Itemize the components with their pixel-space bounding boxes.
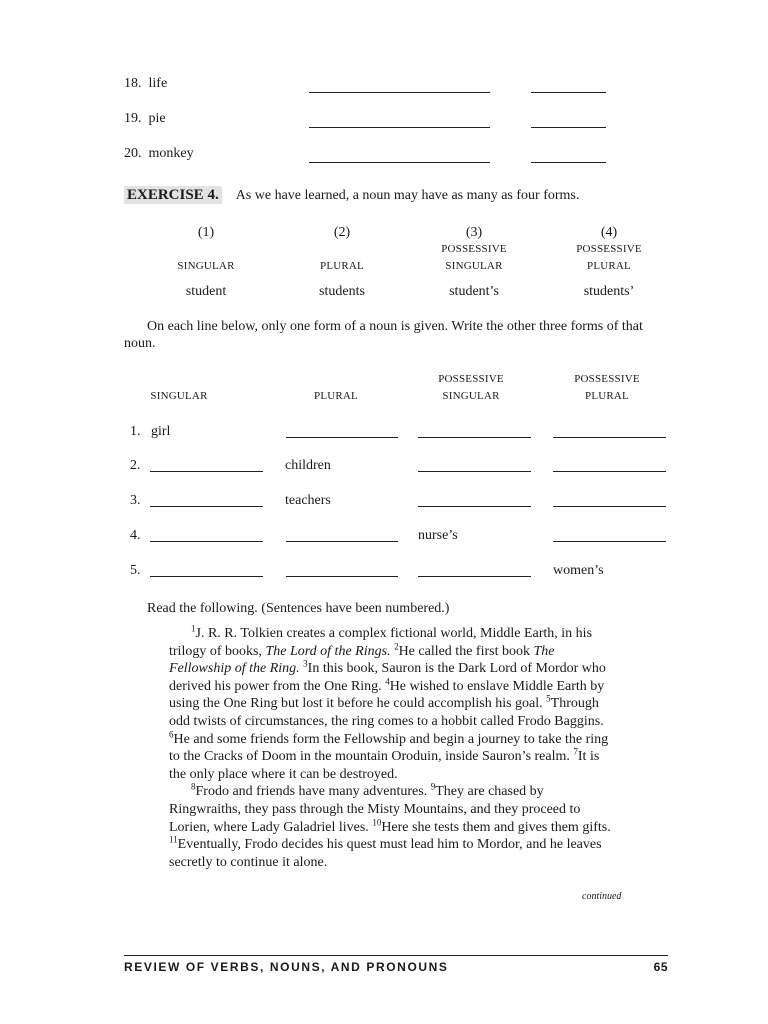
item-18 <box>124 75 167 92</box>
sentence-number: 10 <box>372 816 382 827</box>
answer-blank[interactable] <box>150 541 263 542</box>
answer-blank[interactable] <box>531 127 606 128</box>
col-header: PLURAL <box>585 390 629 402</box>
paragraph-2 <box>169 783 619 871</box>
given-form: women’s <box>553 563 604 578</box>
paragraph-1 <box>169 625 619 783</box>
page-number: 65 <box>653 960 668 974</box>
answer-blank[interactable] <box>309 92 490 93</box>
row-number: 3. <box>130 493 141 508</box>
col-header: SINGULAR <box>177 260 235 272</box>
item-20 <box>124 145 194 162</box>
answer-blank[interactable] <box>150 576 263 577</box>
col-header-top: POSSESSIVE <box>574 373 640 385</box>
sentence: Frodo and friends have many adventures. <box>195 784 428 800</box>
col-header: SINGULAR <box>150 390 208 402</box>
col-header: SINGULAR <box>442 390 500 402</box>
given-form: teachers <box>285 493 331 508</box>
sentence-number: 8 <box>191 781 196 792</box>
example-value: students <box>319 284 365 299</box>
sentence-number: 2 <box>394 640 399 651</box>
col-header: PLURAL <box>320 260 364 272</box>
sentence: He called the first book <box>398 643 534 659</box>
example-value: student’s <box>449 284 499 299</box>
given-form: nurse’s <box>418 528 458 543</box>
item-word: pie <box>148 111 166 126</box>
footer-title: REVIEW OF VERBS, NOUNS, AND PRONOUNS <box>124 960 449 974</box>
sentence-number: 4 <box>385 676 390 687</box>
sentence-number: 6 <box>169 728 174 739</box>
answer-blank[interactable] <box>309 127 490 128</box>
row-number: 1. <box>130 424 141 439</box>
row-number: 4. <box>130 528 141 543</box>
row-number: 2. <box>130 458 141 473</box>
col-number: (3) <box>465 225 483 240</box>
sentence-number: 3 <box>303 658 308 669</box>
sentence: In this book, Sauron is the Dark Lord of Mordor who derived his power from the One Ring. <box>169 661 606 694</box>
answer-blank[interactable] <box>150 471 263 472</box>
exercise-heading <box>124 186 579 204</box>
sentence-number: 1 <box>191 623 196 634</box>
answer-blank[interactable] <box>418 437 531 438</box>
reading-intro: Read the following. (Sentences have been numbered.) <box>147 601 450 616</box>
col-header: PLURAL <box>587 260 631 272</box>
col-header-top: POSSESSIVE <box>441 243 507 255</box>
answer-blank[interactable] <box>309 162 490 163</box>
book-title: The Lord of the Rings. <box>265 643 391 659</box>
answer-blank[interactable] <box>286 541 398 542</box>
answer-blank[interactable] <box>150 506 263 507</box>
reading-passage <box>169 625 619 871</box>
answer-blank[interactable] <box>418 506 531 507</box>
sentence: It is the only place where it can be destroyed. <box>169 749 600 782</box>
sentence: Here she tests them and gives them gifts. <box>381 819 611 835</box>
sentence-number: 11 <box>169 834 178 845</box>
answer-blank[interactable] <box>553 541 666 542</box>
sentence: Through odd twists of circumstances, the ring comes to a hobbit called Frodo Baggins. <box>169 696 604 729</box>
sentence-number: 7 <box>573 746 578 757</box>
example-value: student <box>185 284 227 299</box>
item-number: 20. <box>124 146 142 161</box>
continued-note: continued <box>582 891 622 902</box>
answer-blank[interactable] <box>418 471 531 472</box>
item-word: monkey <box>148 146 194 161</box>
item-19 <box>124 110 166 127</box>
sentence: He and some friends form the Fellowship and begin a journey to take the ring to the Cracks of Doom in the mountain Oroduin, inside Sauron’s realm. <box>169 731 609 765</box>
book-title: The Fellowship of the Ring. <box>169 643 555 677</box>
item-number: 18. <box>124 76 142 91</box>
answer-blank[interactable] <box>553 506 666 507</box>
given-form: girl <box>151 424 171 439</box>
col-number: (1) <box>197 225 215 240</box>
answer-blank[interactable] <box>531 92 606 93</box>
sentence: He wished to enslave Middle Earth by using the One Ring but lost it before he could accomplish his goal. <box>169 678 605 712</box>
col-header: PLURAL <box>314 390 358 402</box>
sentence: They are chased by Ringwraiths, they pass through the Misty Mountains, and they proceed to Lorien, where Lady Galadriel lives. <box>169 784 581 835</box>
exercise-intro: As we have learned, a noun may have as many as four forms. <box>235 188 580 203</box>
answer-blank[interactable] <box>553 471 666 472</box>
sentence: J. R. R. Tolkien creates a complex fictional world, Middle Earth, in his trilogy of books, <box>169 626 593 659</box>
answer-blank[interactable] <box>418 576 531 577</box>
sentence-number: 5 <box>546 693 551 704</box>
footer-rule <box>124 955 668 956</box>
col-header: SINGULAR <box>445 260 503 272</box>
sentence: Eventually, Frodo decides his quest must lead him to Mordor, and he leaves secretly to continue it alone. <box>169 837 602 870</box>
sentence-number: 9 <box>430 781 436 792</box>
col-number: (2) <box>333 225 351 240</box>
col-header-top: POSSESSIVE <box>576 243 642 255</box>
row-number: 5. <box>130 563 141 578</box>
exercise-label: EXERCISE 4. <box>124 186 222 204</box>
given-form: children <box>285 458 331 473</box>
item-word: life <box>148 76 168 91</box>
col-header-top: POSSESSIVE <box>438 373 504 385</box>
item-number: 19. <box>124 111 142 126</box>
answer-blank[interactable] <box>553 437 666 438</box>
instructions: On each line below, only one form of a noun is given. Write the other three forms of that noun. <box>124 319 643 351</box>
answer-blank[interactable] <box>531 162 606 163</box>
col-number: (4) <box>600 225 618 240</box>
answer-blank[interactable] <box>286 437 398 438</box>
answer-blank[interactable] <box>286 576 398 577</box>
example-value: students’ <box>583 284 635 299</box>
